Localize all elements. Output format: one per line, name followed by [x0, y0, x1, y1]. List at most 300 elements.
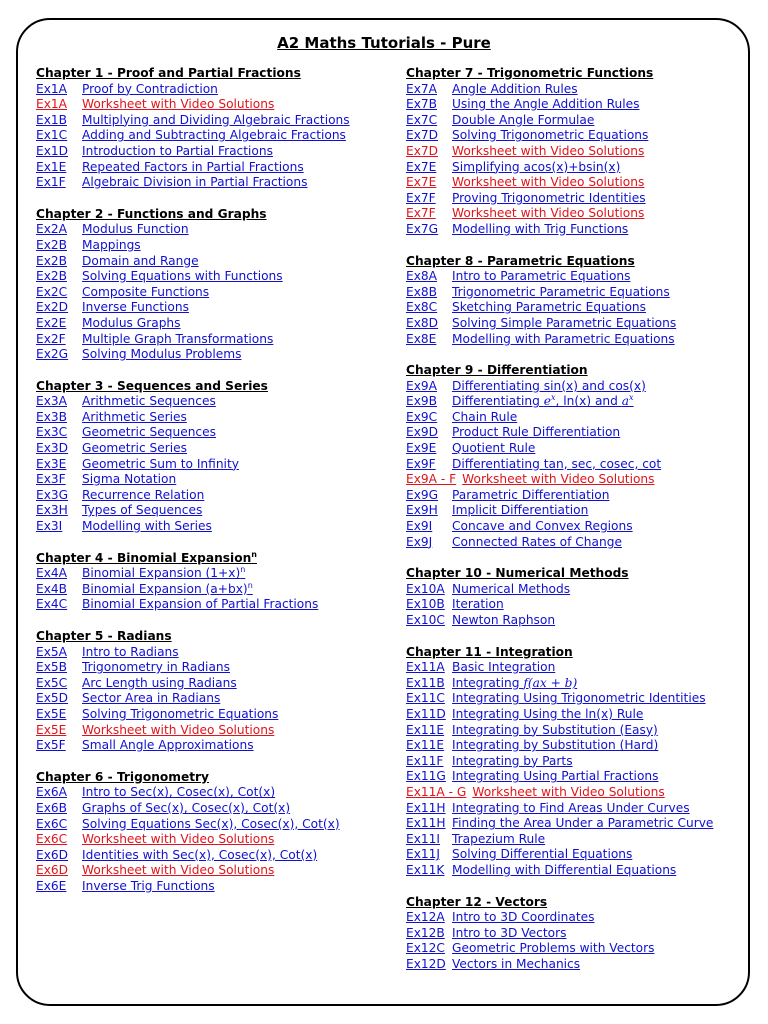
tutorial-link[interactable] [36, 394, 386, 410]
tutorial-link[interactable] [406, 316, 746, 332]
exercise-title-text: Small Angle Approximations [82, 738, 254, 753]
chapter-title-superscript: n [251, 549, 257, 559]
exercise-title [452, 535, 622, 551]
tutorial-link[interactable] [406, 535, 746, 551]
exercise-code: Ex4B [36, 581, 68, 596]
worksheet-link[interactable] [36, 863, 386, 879]
chapter-section [406, 895, 746, 973]
exercise-title-text: Angle Addition Rules [452, 81, 578, 96]
tutorial-link[interactable] [36, 347, 386, 363]
exercise-title-text: Geometric Problems with Vectors [452, 941, 655, 956]
exercise-code: Ex2B [36, 253, 68, 268]
exercise-title [82, 817, 340, 833]
exercise-code: Ex3F [36, 472, 66, 487]
exercise-title [452, 285, 670, 301]
tutorial-link[interactable] [36, 519, 386, 535]
exercise-title [452, 128, 648, 144]
exercise-title-text: Binomial Expansion (a+bx) [82, 581, 248, 596]
exercise-title [452, 723, 658, 739]
exercise-title-text: Vectors in Mechanics [452, 956, 581, 971]
exercise-title [452, 926, 566, 942]
exercise-code: Ex5A [36, 644, 68, 659]
exercise-title [82, 597, 318, 613]
exercise-code: Ex3C [36, 425, 68, 440]
exercise-title [82, 410, 187, 426]
exercise-code: Ex6A [36, 785, 68, 800]
exercise-code: Ex7E [406, 159, 437, 174]
exercise-title-text: Multiplying and Dividing Algebraic Fractions [82, 112, 350, 127]
exercise-title [82, 175, 307, 191]
chapter-title-text: Chapter 1 - Proof and Partial Fractions [36, 66, 301, 80]
exercise-code: Ex6D [36, 863, 69, 878]
exercise-code: Ex1D [36, 143, 69, 158]
tutorial-link[interactable] [36, 785, 386, 801]
tutorial-link[interactable] [36, 269, 386, 285]
exercise-title [452, 816, 713, 832]
exercise-title-text: Solving Simple Parametric Equations [452, 315, 677, 330]
exercise-title [452, 175, 644, 191]
tutorial-link[interactable] [36, 457, 386, 473]
exercise-code: Ex1A [36, 81, 68, 96]
tutorial-link[interactable] [36, 254, 386, 270]
exercise-title-text: Parametric Differentiation [452, 487, 610, 502]
tutorial-link[interactable] [36, 441, 386, 457]
exercise-code: Ex7B [406, 97, 438, 112]
math-superscript: x [629, 393, 634, 403]
tutorial-link[interactable] [406, 582, 746, 598]
tutorial-link[interactable] [36, 801, 386, 817]
exercise-title-text: Integrating Using Partial Fractions [452, 769, 659, 784]
exercise-title [452, 394, 634, 410]
tutorial-link[interactable] [406, 285, 746, 301]
exercise-code: Ex11F [406, 753, 444, 768]
exercise-title [82, 300, 189, 316]
exercise-title [452, 660, 555, 676]
exercise-title [82, 645, 179, 661]
chapter-title-text: Chapter 11 - Integration [406, 644, 573, 659]
exercise-title [82, 566, 245, 582]
tutorial-link[interactable] [406, 503, 746, 519]
exercise-title-text: Integrating to Find Areas Under Curves [452, 800, 690, 815]
left-column [36, 66, 386, 911]
exercise-title [82, 582, 253, 598]
worksheet-link[interactable] [406, 785, 746, 801]
exercise-code: Ex4A [36, 566, 68, 581]
tutorial-link[interactable] [406, 457, 746, 473]
exercise-title-text: Modelling with Series [82, 519, 212, 534]
exercise-code: Ex2F [36, 331, 66, 346]
exercise-title [452, 738, 658, 754]
exercise-title-text: Modulus Function [82, 222, 189, 237]
tutorial-link[interactable] [406, 97, 746, 113]
tutorial-link[interactable] [406, 847, 746, 863]
math-expression: e [543, 394, 551, 409]
exercise-code: Ex9I [406, 519, 433, 534]
tutorial-link[interactable] [36, 332, 386, 348]
tutorial-link[interactable] [406, 379, 746, 395]
tutorial-link[interactable] [36, 238, 386, 254]
exercise-title-text: Types of Sequences [82, 503, 203, 518]
exercise-title [452, 488, 609, 504]
exercise-title-text: Modelling with Differential Equations [452, 862, 677, 877]
exercise-title-text: Worksheet with Video Solutions [452, 206, 645, 221]
tutorial-link[interactable] [406, 660, 746, 676]
tutorial-link[interactable] [406, 957, 746, 973]
worksheet-link[interactable] [406, 206, 746, 222]
exercise-title-text: Geometric Sum to Infinity [82, 456, 239, 471]
exercise-title-text: Arithmetic Sequences [82, 394, 216, 409]
worksheet-link[interactable] [406, 175, 746, 191]
exercise-title [452, 519, 633, 535]
exercise-title-text: Integrating by Substitution (Hard) [452, 738, 659, 753]
exercise-title [82, 472, 176, 488]
exercise-code: Ex11C [406, 691, 445, 706]
exercise-title [82, 457, 239, 473]
tutorial-link[interactable] [406, 769, 746, 785]
tutorial-link[interactable] [406, 801, 746, 817]
chapter-title-text: Chapter 5 - Radians [36, 629, 172, 643]
exercise-title-text: Integrating Using Trigonometric Identities [452, 691, 706, 706]
exercise-title-text: Integrating Using the ln(x) Rule [452, 706, 644, 721]
exercise-code: Ex9B [406, 394, 438, 409]
exercise-title-text: Solving Differential Equations [452, 847, 633, 862]
exercise-title-text: Identities with Sec(x), Cosec(x), Cot(x) [82, 847, 318, 862]
chapter-title-text: Chapter 10 - Numerical Methods [406, 566, 629, 581]
math-expression: f(ax + b) [523, 675, 578, 690]
exercise-title [82, 785, 275, 801]
exercise-title-text: Binomial Expansion (1+x) [82, 566, 241, 581]
math-superscript: x [550, 393, 556, 403]
tutorial-link[interactable] [406, 160, 746, 176]
tutorial-link[interactable] [406, 332, 746, 348]
exercise-code: Ex9H [406, 503, 438, 518]
exercise-title-text: Newton Raphson [452, 613, 556, 627]
exercise-title [452, 97, 640, 113]
tutorial-link[interactable] [36, 817, 386, 833]
tutorial-link[interactable] [406, 910, 746, 926]
exercise-title-text: Worksheet with Video Solutions [462, 472, 655, 487]
exercise-title [452, 160, 620, 176]
tutorial-link[interactable] [36, 285, 386, 301]
exercise-title-text: Trapezium Rule [452, 831, 546, 846]
tutorial-link[interactable] [36, 582, 386, 598]
exercise-title-text: Chain Rule [452, 409, 518, 424]
chapter-section [36, 551, 386, 613]
tutorial-link[interactable] [36, 410, 386, 426]
tutorial-link[interactable] [406, 394, 746, 410]
exercise-code: Ex12D [406, 956, 446, 971]
exercise-code: Ex11D [406, 706, 446, 721]
right-column [406, 66, 746, 988]
exercise-title-text: Algebraic Division in Partial Fractions [82, 175, 308, 190]
exercise-title-text: Differentiating tan, sec, cosec, cot [452, 456, 662, 471]
exercise-title [452, 676, 577, 692]
exercise-title [82, 254, 199, 270]
tutorial-link[interactable] [406, 738, 746, 754]
exercise-title-text: Inverse Trig Functions [82, 878, 215, 893]
chapter-title [406, 66, 746, 82]
exercise-title-text: Product Rule Differentiation [452, 425, 621, 440]
tutorial-link[interactable] [36, 645, 386, 661]
exercise-code: Ex5F [36, 738, 66, 753]
chapter-title-text: Chapter 8 - Parametric Equations [406, 253, 635, 268]
exercise-title-text: Repeated Factors in Partial Fractions [82, 159, 304, 174]
exercise-code: Ex11B [406, 675, 445, 690]
exercise-title-text: Numerical Methods [452, 581, 571, 596]
exercise-code: Ex2C [36, 284, 68, 299]
exercise-title-text: Inverse Functions [82, 300, 189, 315]
tutorial-link[interactable] [36, 503, 386, 519]
exercise-title-text: Implicit Differentiation [452, 503, 589, 518]
exercise-code: Ex9G [406, 487, 439, 502]
exercise-code: Ex3A [36, 394, 68, 409]
tutorial-link[interactable] [406, 441, 746, 457]
exercise-code: Ex8B [406, 284, 438, 299]
page-title: A2 Maths Tutorials - Pure [277, 34, 491, 52]
tutorial-link[interactable] [406, 941, 746, 957]
tutorial-link[interactable] [406, 128, 746, 144]
exercise-code: Ex2E [36, 315, 67, 330]
exercise-title [82, 488, 204, 504]
chapter-title-text: Chapter 2 - Functions and Graphs [36, 206, 267, 221]
exercise-title [452, 441, 535, 457]
exercise-code: Ex12C [406, 941, 445, 956]
chapter-title [406, 895, 746, 911]
exercise-code: Ex9F [406, 456, 436, 471]
tutorial-link[interactable] [36, 472, 386, 488]
exercise-code: Ex8C [406, 300, 438, 315]
tutorial-link[interactable] [36, 222, 386, 238]
tutorial-link[interactable] [406, 676, 746, 692]
exercise-code: Ex3G [36, 487, 69, 502]
exercise-code: Ex9J [406, 534, 433, 549]
exercise-code: Ex3D [36, 441, 69, 456]
exercise-title-text: Using the Angle Addition Rules [452, 97, 640, 112]
exercise-title [82, 503, 202, 519]
worksheet-link[interactable] [36, 723, 386, 739]
exercise-title [82, 801, 290, 817]
exercise-code: Ex11I [406, 831, 441, 846]
chapter-section [406, 254, 746, 348]
tutorial-link[interactable] [36, 597, 386, 613]
exercise-title-text: Domain and Range [82, 253, 199, 268]
chapter-title [406, 566, 746, 582]
exercise-code: Ex2G [36, 347, 69, 362]
exercise-title [452, 941, 655, 957]
tutorial-link[interactable] [406, 191, 746, 207]
exercise-title-text: Connected Rates of Change [452, 534, 622, 549]
exercise-code: Ex2D [36, 300, 69, 315]
exercise-title [472, 785, 664, 801]
exercise-superscript: n [247, 580, 253, 590]
exercise-title-text: Solving Trigonometric Equations [82, 706, 279, 721]
tutorial-link[interactable] [36, 566, 386, 582]
tutorial-link[interactable] [36, 425, 386, 441]
tutorial-link[interactable] [36, 848, 386, 864]
exercise-title [82, 332, 273, 348]
exercise-title [452, 191, 646, 207]
chapter-section [406, 66, 746, 238]
tutorial-link[interactable] [36, 676, 386, 692]
tutorial-link[interactable] [406, 613, 746, 629]
exercise-code: Ex6C [36, 816, 68, 831]
exercise-code: Ex11J [406, 847, 441, 862]
tutorial-link[interactable] [406, 691, 746, 707]
tutorial-link[interactable] [36, 160, 386, 176]
exercise-title [82, 394, 216, 410]
exercise-title [452, 847, 632, 863]
chapter-section [36, 629, 386, 754]
exercise-code: Ex3H [36, 503, 68, 518]
exercise-code: Ex7D [406, 128, 439, 143]
worksheet-link[interactable] [406, 472, 746, 488]
tutorial-link[interactable] [36, 175, 386, 191]
tutorial-link[interactable] [406, 300, 746, 316]
exercise-title [452, 957, 580, 973]
exercise-title-text: Intro to Sec(x), Cosec(x), Cot(x) [82, 785, 276, 800]
tutorial-link[interactable] [36, 113, 386, 129]
exercise-title-text: Intro to 3D Coordinates [452, 910, 595, 925]
exercise-title [82, 707, 278, 723]
tutorial-link[interactable] [406, 222, 746, 238]
exercise-code: Ex7D [406, 143, 439, 158]
tutorial-link[interactable] [36, 316, 386, 332]
exercise-code: Ex4C [36, 597, 68, 612]
exercise-title-text: Sector Area in Radians [82, 691, 221, 706]
exercise-title [452, 82, 578, 98]
tutorial-link[interactable] [406, 832, 746, 848]
exercise-code: Ex1C [36, 128, 68, 143]
tutorial-link[interactable] [406, 269, 746, 285]
worksheet-link[interactable] [406, 144, 746, 160]
exercise-code: Ex11A - G [406, 784, 467, 799]
tutorial-link[interactable] [406, 597, 746, 613]
tutorial-link[interactable] [406, 816, 746, 832]
tutorial-link[interactable] [406, 723, 746, 739]
tutorial-link[interactable] [406, 488, 746, 504]
exercise-title [452, 754, 573, 770]
exercise-code: Ex12B [406, 925, 445, 940]
exercise-title-text: Arc Length using Radians [82, 675, 237, 690]
exercise-title-text: Intro to 3D Vectors [452, 925, 567, 940]
exercise-title [452, 503, 588, 519]
tutorial-link[interactable] [36, 82, 386, 98]
exercise-title-text: Graphs of Sec(x), Cosec(x), Cot(x) [82, 800, 291, 815]
exercise-title [82, 879, 215, 895]
exercise-title-text: Worksheet with Video Solutions [452, 175, 645, 190]
tutorial-link[interactable] [406, 410, 746, 426]
exercise-title [452, 597, 504, 613]
exercise-code: Ex11K [406, 862, 445, 877]
tutorial-link[interactable] [406, 425, 746, 441]
chapter-title [36, 551, 386, 567]
exercise-code: Ex2A [36, 222, 68, 237]
chapter-section [36, 207, 386, 363]
chapter-title [406, 645, 746, 661]
exercise-title [82, 676, 237, 692]
tutorial-link[interactable] [36, 144, 386, 160]
exercise-title [452, 206, 644, 222]
exercise-code: Ex3E [36, 456, 67, 471]
tutorial-link[interactable] [406, 707, 746, 723]
exercise-title [82, 316, 181, 332]
tutorial-link[interactable] [406, 926, 746, 942]
exercise-code: Ex7A [406, 81, 438, 96]
exercise-code: Ex3B [36, 409, 68, 424]
exercise-code: Ex11E [406, 722, 445, 737]
worksheet-link[interactable] [36, 97, 386, 113]
tutorial-link[interactable] [406, 519, 746, 535]
exercise-title-text: Mappings [82, 237, 141, 252]
exercise-title [452, 300, 646, 316]
exercise-code: Ex6B [36, 800, 68, 815]
exercise-title-text: Proof by Contradiction [82, 81, 218, 96]
chapter-title [406, 363, 746, 379]
exercise-title [82, 160, 304, 176]
exercise-title-text: Multiple Graph Transformations [82, 331, 274, 346]
exercise-title-text: Basic Integration [452, 660, 556, 675]
tutorial-link[interactable] [406, 82, 746, 98]
exercise-title [452, 332, 675, 348]
tutorial-link[interactable] [406, 754, 746, 770]
tutorial-link[interactable] [36, 707, 386, 723]
exercise-title-text: Adding and Subtracting Algebraic Fractions [82, 128, 346, 143]
exercise-code: Ex8A [406, 269, 438, 284]
chapter-title [36, 629, 386, 645]
exercise-code: Ex5D [36, 691, 69, 706]
exercise-title-text: Quotient Rule [452, 441, 536, 456]
exercise-code: Ex9D [406, 425, 439, 440]
tutorial-link[interactable] [36, 128, 386, 144]
exercise-code: Ex7E [406, 175, 437, 190]
tutorial-link[interactable] [36, 879, 386, 895]
exercise-code: Ex11G [406, 769, 446, 784]
exercise-title [82, 519, 212, 535]
tutorial-link[interactable] [36, 738, 386, 754]
exercise-title-text: Worksheet with Video Solutions [452, 143, 645, 158]
exercise-title [82, 863, 274, 879]
exercise-title [82, 660, 230, 676]
exercise-code: Ex7C [406, 112, 438, 127]
chapter-section [36, 770, 386, 895]
exercise-title-text: Solving Trigonometric Equations [452, 128, 649, 143]
exercise-title [452, 613, 555, 629]
exercise-title-text: Binomial Expansion of Partial Fractions [82, 597, 319, 612]
exercise-title [452, 379, 646, 395]
exercise-title [462, 472, 654, 488]
tutorial-link[interactable] [36, 300, 386, 316]
tutorial-link[interactable] [406, 863, 746, 879]
exercise-title [452, 707, 643, 723]
exercise-code: Ex10B [406, 597, 445, 612]
tutorial-link[interactable] [36, 660, 386, 676]
exercise-title [82, 269, 283, 285]
exercise-code: Ex9A - F [406, 472, 457, 487]
tutorial-link[interactable] [36, 488, 386, 504]
exercise-title-text: Iteration [452, 597, 504, 612]
exercise-code: Ex1E [36, 159, 67, 174]
exercise-code: Ex2B [36, 269, 68, 284]
chapter-title-text: Chapter 7 - Trigonometric Functions [406, 66, 654, 80]
exercise-code: Ex5E [36, 722, 67, 737]
exercise-title-text: Recurrence Relation [82, 487, 205, 502]
exercise-title-text: Composite Functions [82, 284, 210, 299]
tutorial-link[interactable] [406, 113, 746, 129]
exercise-code: Ex11A [406, 660, 445, 675]
worksheet-link[interactable] [36, 832, 386, 848]
chapter-section [36, 379, 386, 535]
tutorial-link[interactable] [36, 691, 386, 707]
